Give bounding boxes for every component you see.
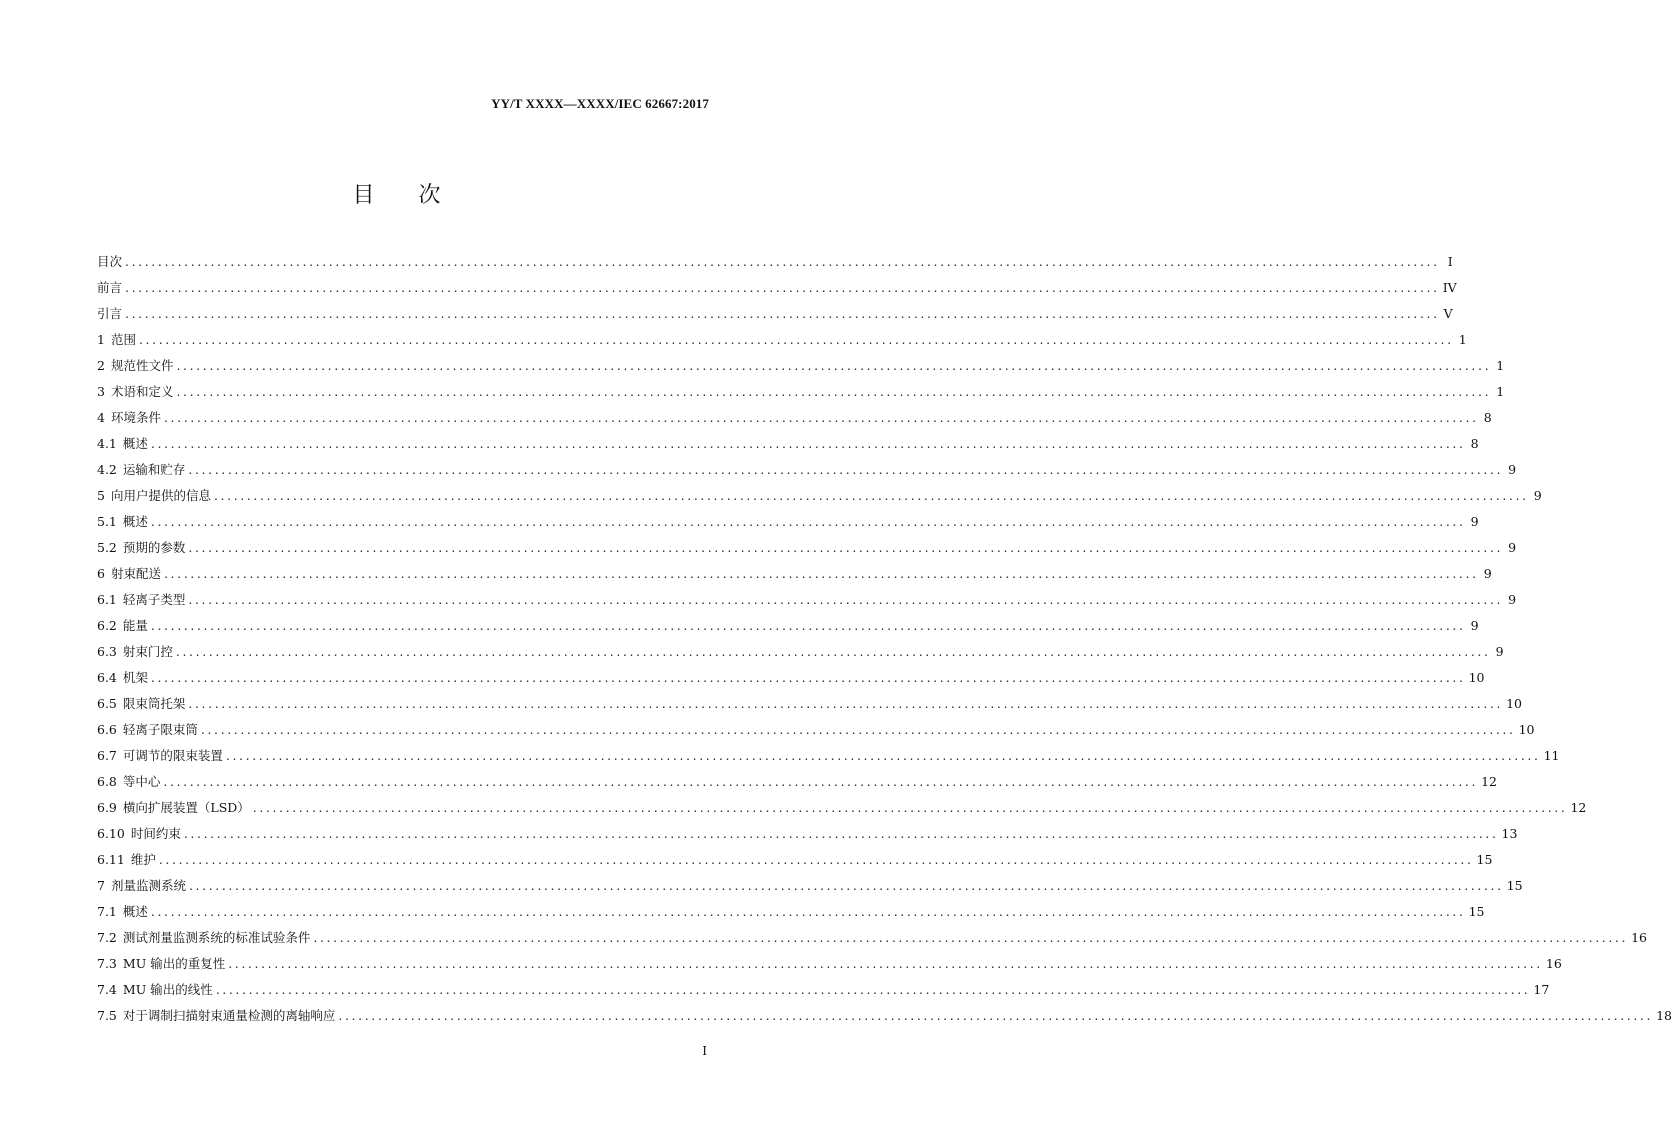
- toc-entry-page: 11: [1543, 748, 1560, 763]
- toc-entry-page: 1: [1496, 384, 1505, 399]
- toc-entry-page: 9: [1495, 644, 1504, 659]
- toc-dot-leader: ........................................................................................................................................................................................................: [150, 514, 1466, 529]
- toc-entry[interactable]: [97, 590, 1517, 616]
- toc-dot-leader: ........................................................................................................................................................................................................: [125, 306, 1440, 321]
- toc-entry[interactable]: [97, 850, 1493, 876]
- toc-dot-leader: ........................................................................................................................................................................................................: [176, 358, 1492, 373]
- toc-entry[interactable]: [97, 772, 1497, 798]
- toc-entry[interactable]: [97, 642, 1504, 668]
- toc-entry[interactable]: [97, 616, 1479, 642]
- toc-entry-number: 7.1: [97, 904, 117, 919]
- toc-dot-leader: ........................................................................................................................................................................................................: [175, 644, 1491, 659]
- toc-entry-page: 10: [1518, 722, 1535, 737]
- toc-entry[interactable]: [97, 382, 1505, 408]
- toc-dot-leader: ........................................................................................................................................................................................................: [150, 904, 1466, 919]
- toc-dot-leader: ........................................................................................................................................................................................................: [163, 566, 1479, 581]
- toc-entry[interactable]: [97, 720, 1535, 746]
- toc-entry[interactable]: [97, 902, 1485, 928]
- toc-entry-number: 7.4: [97, 982, 117, 997]
- toc-entry-page: 10: [1506, 696, 1522, 711]
- toc-entry[interactable]: [97, 980, 1550, 1006]
- toc-entry-page: V: [1443, 306, 1453, 321]
- toc-entry-number: 7.5: [97, 1008, 117, 1023]
- footer-page-number: I: [702, 1044, 707, 1058]
- toc-entry-page: 16: [1631, 930, 1647, 945]
- toc-entry-label: 环境条件: [110, 410, 161, 425]
- toc-entry-label: 可调节的限束装置: [122, 748, 223, 763]
- toc-entry-label: 剂量监测系统: [110, 878, 186, 893]
- toc-entry-number: 6.8: [97, 774, 117, 789]
- toc-entry[interactable]: [97, 486, 1542, 512]
- toc-entry[interactable]: [97, 1006, 1672, 1032]
- toc-entry-number: 5.1: [97, 514, 117, 529]
- toc-dot-leader: ........................................................................................................................................................................................................: [183, 826, 1499, 841]
- toc-entry-number: 3: [97, 384, 105, 399]
- toc-dot-leader: ........................................................................................................................................................................................................: [163, 774, 1479, 789]
- toc-dot-leader: ........................................................................................................................................................................................................: [188, 462, 1504, 477]
- toc-entry-label: 范围: [110, 332, 136, 347]
- toc-entry-number: 7.3: [97, 956, 117, 971]
- toc-entry-label: 前言: [97, 280, 123, 295]
- toc-dot-leader: ........................................................................................................................................................................................................: [313, 930, 1629, 945]
- toc-entry-label: 横向扩展装置（LSD）: [122, 800, 250, 815]
- toc-entry-label: 向用户提供的信息: [110, 488, 211, 503]
- toc-entry[interactable]: [97, 824, 1518, 850]
- toc-entry-number: 2: [97, 358, 105, 373]
- toc-dot-leader: ........................................................................................................................................................................................................: [158, 852, 1474, 867]
- table-of-contents: [97, 252, 1672, 1032]
- toc-entry[interactable]: [97, 434, 1479, 460]
- toc-dot-leader: ........................................................................................................................................................................................................: [176, 384, 1492, 399]
- toc-entry-number: 5: [97, 488, 105, 503]
- toc-entry-page: 1: [1458, 332, 1467, 347]
- toc-entry-label: 机架: [122, 670, 148, 685]
- toc-dot-leader: ........................................................................................................................................................................................................: [188, 592, 1504, 607]
- toc-entry[interactable]: [97, 668, 1485, 694]
- toc-dot-leader: ........................................................................................................................................................................................................: [125, 280, 1440, 295]
- title-char-1: 目: [352, 183, 375, 208]
- toc-entry[interactable]: [97, 512, 1479, 538]
- toc-entry-label: 运输和贮存: [122, 462, 186, 477]
- toc-entry-label: MU 输出的重复性: [122, 956, 226, 971]
- toc-entry-number: 6.9: [97, 800, 117, 815]
- toc-entry-number: 1: [97, 332, 105, 347]
- toc-entry-page: 9: [1508, 540, 1517, 555]
- toc-dot-leader: ........................................................................................................................................................................................................: [188, 878, 1504, 893]
- toc-entry-number: 6: [97, 566, 105, 581]
- toc-entry-label: 轻离子类型: [122, 592, 186, 607]
- toc-entry-page: 9: [1483, 566, 1492, 581]
- toc-entry-number: 6.10: [97, 826, 125, 841]
- toc-entry-label: 维护: [130, 852, 156, 867]
- toc-entry-page: 9: [1470, 618, 1479, 633]
- toc-entry-label: MU 输出的线性: [122, 982, 213, 997]
- toc-entry-label: 术语和定义: [110, 384, 174, 399]
- toc-entry-page: 9: [1533, 488, 1542, 503]
- toc-entry-number: 6.1: [97, 592, 117, 607]
- toc-entry-label: 射束配送: [110, 566, 161, 581]
- toc-entry-page: 18: [1656, 1008, 1672, 1023]
- toc-entry-number: 6.4: [97, 670, 117, 685]
- toc-entry[interactable]: [97, 356, 1505, 382]
- toc-entry-label: 预期的参数: [122, 540, 186, 555]
- toc-entry-page: 9: [1470, 514, 1479, 529]
- toc-entry-number: 4.2: [97, 462, 117, 477]
- toc-entry[interactable]: [97, 798, 1587, 824]
- toc-entry[interactable]: [97, 460, 1517, 486]
- toc-entry-label: 轻离子限束筒: [122, 722, 198, 737]
- toc-dot-leader: ........................................................................................................................................................................................................: [150, 618, 1466, 633]
- toc-dot-leader: ........................................................................................................................................................................................................: [188, 696, 1504, 711]
- title-char-2: 次: [418, 183, 441, 208]
- toc-entry-page: 8: [1470, 436, 1479, 451]
- toc-dot-leader: ........................................................................................................................................................................................................: [225, 748, 1541, 763]
- toc-entry-label: 概述: [122, 514, 148, 529]
- toc-entry-label: 概述: [122, 904, 148, 919]
- toc-dot-leader: ........................................................................................................................................................................................................: [200, 722, 1516, 737]
- toc-entry-page: 10: [1468, 670, 1485, 685]
- toc-entry-number: 6.3: [97, 644, 117, 659]
- toc-dot-leader: ........................................................................................................................................................................................................: [163, 410, 1479, 425]
- toc-entry-number: 4: [97, 410, 105, 425]
- toc-entry-page: 8: [1483, 410, 1492, 425]
- toc-entry-label: 等中心: [122, 774, 161, 789]
- toc-entry-page: 12: [1481, 774, 1497, 789]
- toc-entry-label: 目次: [97, 254, 123, 269]
- toc-entry-page: 15: [1506, 878, 1523, 893]
- document-code: YY/T XXXX—XXXX/IEC 62667:2017: [491, 96, 709, 111]
- toc-entry[interactable]: [97, 538, 1517, 564]
- toc-entry[interactable]: [97, 252, 1453, 278]
- toc-entry[interactable]: [97, 564, 1492, 590]
- toc-entry-page: 16: [1545, 956, 1562, 971]
- toc-entry-label: 测试剂量监测系统的标准试验条件: [122, 930, 311, 945]
- toc-entry-label: 时间约束: [130, 826, 181, 841]
- toc-dot-leader: ........................................................................................................................................................................................................: [125, 254, 1440, 269]
- toc-entry-number: 6.2: [97, 618, 117, 633]
- toc-entry[interactable]: [97, 330, 1467, 356]
- toc-entry-label: 概述: [122, 436, 148, 451]
- toc-dot-leader: ........................................................................................................................................................................................................: [213, 488, 1529, 503]
- toc-entry-page: 12: [1570, 800, 1587, 815]
- toc-dot-leader: ........................................................................................................................................................................................................: [150, 670, 1466, 685]
- toc-entry[interactable]: [97, 876, 1523, 902]
- toc-entry-page: 15: [1468, 904, 1485, 919]
- toc-entry[interactable]: [97, 408, 1492, 434]
- toc-entry-label: 引言: [97, 306, 123, 321]
- toc-entry[interactable]: [97, 928, 1647, 954]
- toc-entry-label: 射束门控: [122, 644, 173, 659]
- toc-entry-page: 13: [1501, 826, 1518, 841]
- toc-entry-number: 6.7: [97, 748, 117, 763]
- toc-entry[interactable]: [97, 694, 1522, 720]
- toc-entry[interactable]: [97, 304, 1453, 330]
- toc-dot-leader: ........................................................................................................................................................................................................: [338, 1008, 1654, 1023]
- toc-entry-page: 9: [1508, 462, 1517, 477]
- toc-entry-label: 能量: [122, 618, 148, 633]
- toc-entry-number: 6.11: [97, 852, 125, 867]
- toc-entry-page: 15: [1476, 852, 1493, 867]
- toc-dot-leader: ........................................................................................................................................................................................................: [215, 982, 1531, 997]
- toc-entry-label: 规范性文件: [110, 358, 174, 373]
- toc-entry-page: 1: [1496, 358, 1505, 373]
- toc-entry-page: IV: [1442, 280, 1457, 295]
- toc-entry-label: 对于调制扫描射束通量检测的离轴响应: [122, 1008, 336, 1023]
- toc-dot-leader: ........................................................................................................................................................................................................: [138, 332, 1454, 347]
- page-title: [0, 178, 793, 209]
- toc-entry-page: 17: [1533, 982, 1550, 997]
- toc-entry[interactable]: [97, 746, 1560, 772]
- toc-entry-number: 6.5: [97, 696, 117, 711]
- toc-entry-number: 6.6: [97, 722, 117, 737]
- toc-entry-page: 9: [1508, 592, 1517, 607]
- toc-entry-number: 7.2: [97, 930, 117, 945]
- toc-entry-number: 5.2: [97, 540, 117, 555]
- toc-dot-leader: ........................................................................................................................................................................................................: [188, 540, 1504, 555]
- toc-entry[interactable]: [97, 954, 1562, 980]
- toc-entry-number: 4.1: [97, 436, 117, 451]
- toc-entry[interactable]: [97, 278, 1457, 304]
- toc-entry-number: 7: [97, 878, 105, 893]
- toc-dot-leader: ........................................................................................................................................................................................................: [228, 956, 1543, 971]
- toc-dot-leader: ........................................................................................................................................................................................................: [252, 800, 1568, 815]
- toc-entry-label: 限束筒托架: [122, 696, 186, 711]
- toc-entry-page: I: [1447, 254, 1453, 269]
- toc-dot-leader: ........................................................................................................................................................................................................: [150, 436, 1466, 451]
